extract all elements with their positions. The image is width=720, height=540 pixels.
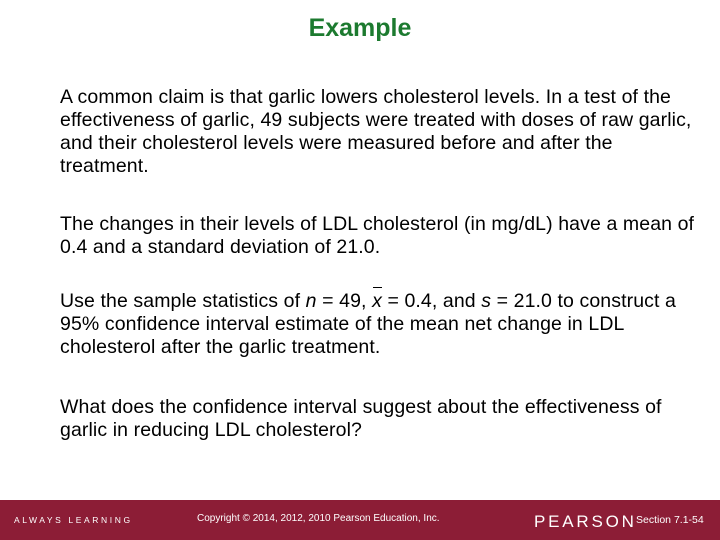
x-bar-value-text: = 0.4, and <box>381 290 482 312</box>
task-post-text: = 21.0 to construct a 95% confidence interval estimate of the mean net change in LDL cholesterol after the garlic treatment. <box>60 290 676 358</box>
footer-bar <box>0 500 720 540</box>
n-value-text: = 49, <box>316 290 373 312</box>
s-variable: s <box>481 290 492 312</box>
pearson-logo: PEARSON <box>534 512 637 531</box>
footer-copyright: Copyright © 2014, 2012, 2010 Pearson Education, Inc. <box>197 513 440 524</box>
x-bar-variable: x <box>372 290 382 312</box>
section-number: Section 7.1-54 <box>636 514 704 526</box>
slide-title: Example <box>308 14 412 42</box>
paragraph-statistics: The changes in their levels of LDL cholesterol (in mg/dL) have a mean of 0.4 and a standard deviation of 21.0. <box>60 213 695 258</box>
paragraph-task <box>60 290 700 359</box>
paragraph-question: What does the confidence interval suggest about the effectiveness of garlic in reducing LDL cholesterol? <box>60 396 662 441</box>
n-variable: n <box>305 290 317 312</box>
paragraph-intro: A common claim is that garlic lowers cholesterol levels. In a test of the effectiveness of garlic, 49 subjects were treated with doses of raw garlic, and their cholesterol levels were measured before and after the treatment. <box>60 86 692 177</box>
task-pre-text: Use the sample statistics of <box>60 290 306 312</box>
footer-tagline: ALWAYS LEARNING <box>14 515 133 525</box>
